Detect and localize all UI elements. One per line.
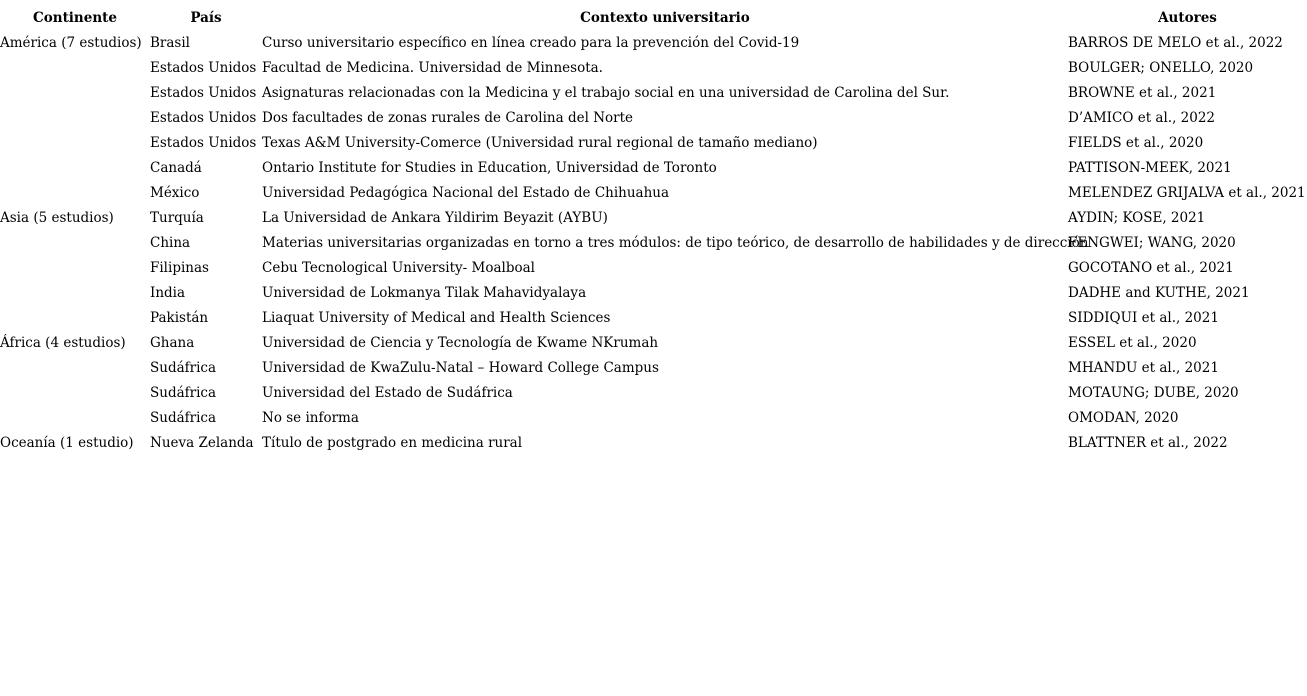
cell-contexto: Facultad de Medicina. Universidad de Minnesota. bbox=[262, 59, 603, 76]
cell-contexto: Asignaturas relacionadas con la Medicina y el trabajo social en una universidad de Carolina del Sur. bbox=[262, 84, 950, 101]
cell-pais: Brasil bbox=[150, 34, 190, 51]
table-row bbox=[0, 80, 1307, 105]
table-row bbox=[0, 380, 1307, 405]
cell-continente bbox=[0, 405, 150, 430]
cell-contexto: Universidad de Ciencia y Tecnología de Kwame NKrumah bbox=[262, 334, 659, 351]
cell-pais: Nueva Zelanda bbox=[150, 434, 254, 451]
cell-autores: DADHE and KUTHE, 2021 bbox=[1068, 284, 1250, 301]
cell-contexto: La Universidad de Ankara Yildirim Beyazit (AYBU) bbox=[262, 209, 608, 226]
cell-continente bbox=[0, 380, 150, 405]
cell-autores: MHANDU et al., 2021 bbox=[1068, 359, 1219, 376]
studies-table bbox=[0, 5, 1307, 455]
cell-contexto: Materias universitarias organizadas en torno a tres módulos: de tipo teórico, de desarrollo de habilidades y de dirección bbox=[262, 234, 1089, 251]
cell-continente bbox=[0, 105, 150, 130]
cell-contexto: Texas A&M University-Comerce (Universidad rural regional de tamaño mediano) bbox=[262, 134, 818, 151]
cell-pais: Estados Unidos bbox=[150, 134, 257, 151]
cell-autores: BLATTNER et al., 2022 bbox=[1068, 434, 1228, 451]
cell-continente bbox=[0, 180, 150, 205]
cell-continente: Asia (5 estudios) bbox=[0, 209, 114, 226]
cell-autores: MOTAUNG; DUBE, 2020 bbox=[1068, 384, 1239, 401]
column-header-continente: Continente bbox=[33, 9, 117, 26]
cell-contexto: Liaquat University of Medical and Health Sciences bbox=[262, 309, 611, 326]
cell-autores: GOCOTANO et al., 2021 bbox=[1068, 259, 1234, 276]
cell-autores: FIELDS et al., 2020 bbox=[1068, 134, 1204, 151]
cell-continente: África (4 estudios) bbox=[0, 334, 126, 351]
cell-autores: SIDDIQUI et al., 2021 bbox=[1068, 309, 1219, 326]
cell-contexto: Universidad del Estado de Sudáfrica bbox=[262, 384, 513, 401]
table-body bbox=[0, 30, 1307, 455]
cell-continente: Oceanía (1 estudio) bbox=[0, 434, 134, 451]
cell-pais: Estados Unidos bbox=[150, 59, 257, 76]
cell-continente bbox=[0, 80, 150, 105]
table-row bbox=[0, 405, 1307, 430]
table-row bbox=[0, 130, 1307, 155]
table-row bbox=[0, 430, 1307, 455]
cell-continente bbox=[0, 255, 150, 280]
cell-continente: América (7 estudios) bbox=[0, 34, 142, 51]
cell-autores: D’AMICO et al., 2022 bbox=[1068, 109, 1216, 126]
cell-autores: OMODAN, 2020 bbox=[1068, 409, 1179, 426]
column-header-contexto: Contexto universitario bbox=[580, 9, 750, 26]
cell-continente bbox=[0, 355, 150, 380]
cell-autores: ESSEL et al., 2020 bbox=[1068, 334, 1197, 351]
cell-pais: India bbox=[150, 284, 186, 301]
cell-pais: Sudáfrica bbox=[150, 359, 217, 376]
column-header-autores: Autores bbox=[1158, 9, 1217, 26]
cell-pais: Sudáfrica bbox=[150, 409, 217, 426]
table-row bbox=[0, 230, 1307, 255]
table-row bbox=[0, 105, 1307, 130]
table-row bbox=[0, 355, 1307, 380]
table-row bbox=[0, 305, 1307, 330]
cell-pais: Turquía bbox=[150, 209, 204, 226]
cell-pais: Estados Unidos bbox=[150, 109, 257, 126]
cell-pais: Estados Unidos bbox=[150, 84, 257, 101]
cell-contexto: Universidad Pedagógica Nacional del Estado de Chihuahua bbox=[262, 184, 670, 201]
table-row bbox=[0, 205, 1307, 230]
cell-pais: México bbox=[150, 184, 200, 201]
column-header-pais: País bbox=[190, 9, 222, 26]
cell-contexto: Universidad de Lokmanya Tilak Mahavidyalaya bbox=[262, 284, 587, 301]
cell-contexto: Dos facultades de zonas rurales de Carolina del Norte bbox=[262, 109, 634, 126]
table-row bbox=[0, 255, 1307, 280]
cell-continente bbox=[0, 305, 150, 330]
cell-contexto: Ontario Institute for Studies in Education, Universidad de Toronto bbox=[262, 159, 717, 176]
cell-pais: Canadá bbox=[150, 159, 202, 176]
cell-pais: Pakistán bbox=[150, 309, 209, 326]
table-row bbox=[0, 180, 1307, 205]
table-row bbox=[0, 280, 1307, 305]
table-row bbox=[0, 155, 1307, 180]
cell-pais: Filipinas bbox=[150, 259, 209, 276]
cell-autores: MELENDEZ GRIJALVA et al., 2021 bbox=[1068, 184, 1306, 201]
table-row bbox=[0, 330, 1307, 355]
cell-continente bbox=[0, 280, 150, 305]
cell-autores: FENGWEI; WANG, 2020 bbox=[1068, 234, 1236, 251]
cell-contexto: Universidad de KwaZulu-Natal – Howard College Campus bbox=[262, 359, 659, 376]
cell-contexto: No se informa bbox=[262, 409, 359, 426]
cell-continente bbox=[0, 230, 150, 255]
cell-pais: Ghana bbox=[150, 334, 195, 351]
cell-autores: BARROS DE MELO et al., 2022 bbox=[1068, 34, 1283, 51]
cell-autores: BOULGER; ONELLO, 2020 bbox=[1068, 59, 1254, 76]
cell-pais: Sudáfrica bbox=[150, 384, 217, 401]
cell-contexto: Cebu Tecnological University- Moalboal bbox=[262, 259, 535, 276]
cell-contexto: Título de postgrado en medicina rural bbox=[262, 434, 523, 451]
cell-pais: China bbox=[150, 234, 191, 251]
cell-continente bbox=[0, 130, 150, 155]
cell-continente bbox=[0, 155, 150, 180]
table-row bbox=[0, 30, 1307, 55]
cell-autores: AYDIN; KOSE, 2021 bbox=[1068, 209, 1206, 226]
cell-contexto: Curso universitario específico en línea creado para la prevención del Covid-19 bbox=[262, 34, 800, 51]
cell-autores: PATTISON-MEEK, 2021 bbox=[1068, 159, 1232, 176]
cell-continente bbox=[0, 55, 150, 80]
cell-autores: BROWNE et al., 2021 bbox=[1068, 84, 1217, 101]
table-row bbox=[0, 55, 1307, 80]
table-header-row bbox=[0, 5, 1307, 30]
